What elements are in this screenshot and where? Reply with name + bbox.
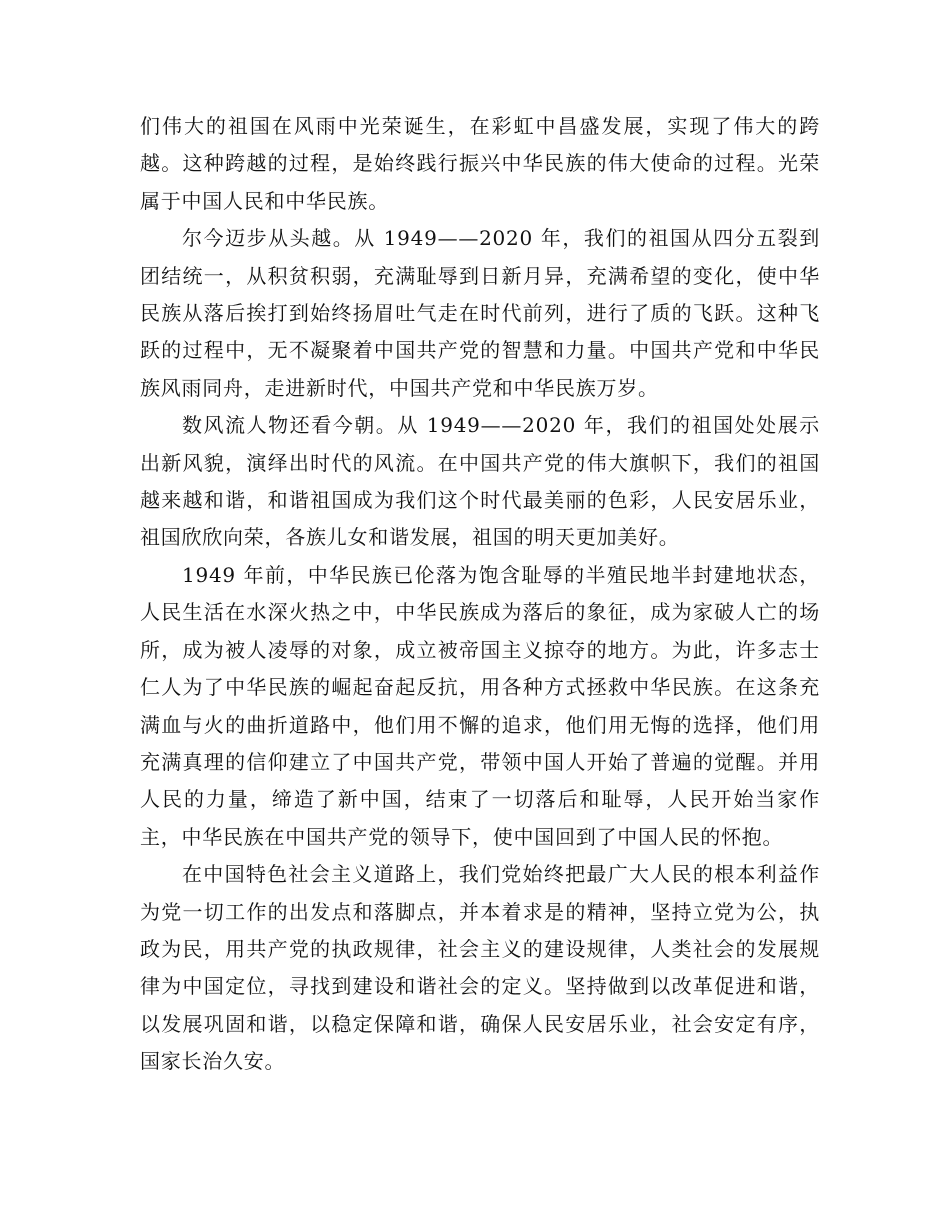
document-body xyxy=(140,108,820,1081)
paragraph: 在中国特色社会主义道路上，我们党始终把最广大人民的根本利益作为党一切工作的出发点和落脚点，并本着求是的精神，坚持立党为公，执政为民，用共产党的执政规律，社会主义的建设规律，人类社会的发展规律为中国定位，寻找到建设和谐社会的定义。坚持做到以改革促进和谐，以发展巩固和谐，以稳定保障和谐，确保人民安居乐业，社会安定有序，国家长治久安。 xyxy=(140,862,820,1074)
paragraph: 数风流人物还看今朝。从 1949——2020 年，我们的祖国处处展示出新风貌，演绎出时代的风流。在中国共产党的伟大旗帜下，我们的祖国越来越和谐，和谐祖国成为我们这个时代最美丽的色彩，人民安居乐业，祖国欣欣向荣，各族儿女和谐发展，祖国的明天更加美好。 xyxy=(140,413,820,550)
paragraph: 尔今迈步从头越。从 1949——2020 年，我们的祖国从四分五裂到团结统一，从积贫积弱，充满耻辱到日新月异，充满希望的变化，使中华民族从落后挨打到始终扬眉吐气走在时代前列，进行了质的飞跃。这种飞跃的过程中，无不凝聚着中国共产党的智慧和力量。中国共产党和中华民族风雨同舟，走进新时代，中国共产党和中华民族万岁。 xyxy=(140,226,820,400)
paragraph: 1949 年前，中华民族已伦落为饱含耻辱的半殖民地半封建地状态，人民生活在水深火热之中，中华民族成为落后的象征，成为家破人亡的场所，成为被人凌辱的对象，成立被帝国主义掠夺的地方。为此，许多志士仁人为了中华民族的崛起奋起反抗，用各种方式拯救中华民族。在这条充满血与火的曲折道路中，他们用不懈的追求，他们用无悔的选择，他们用充满真理的信仰建立了中国共产党，带领中国人开始了普遍的觉醒。并用人民的力量，缔造了新中国，结束了一切落后和耻辱，人民开始当家作主，中华民族在中国共产党的领导下，使中国回到了中国人民的怀抱。 xyxy=(140,562,820,849)
paragraph-continued: 们伟大的祖国在风雨中光荣诞生，在彩虹中昌盛发展，实现了伟大的跨越。这种跨越的过程，是始终践行振兴中华民族的伟大使命的过程。光荣属于中国人民和中华民族。 xyxy=(140,114,820,213)
